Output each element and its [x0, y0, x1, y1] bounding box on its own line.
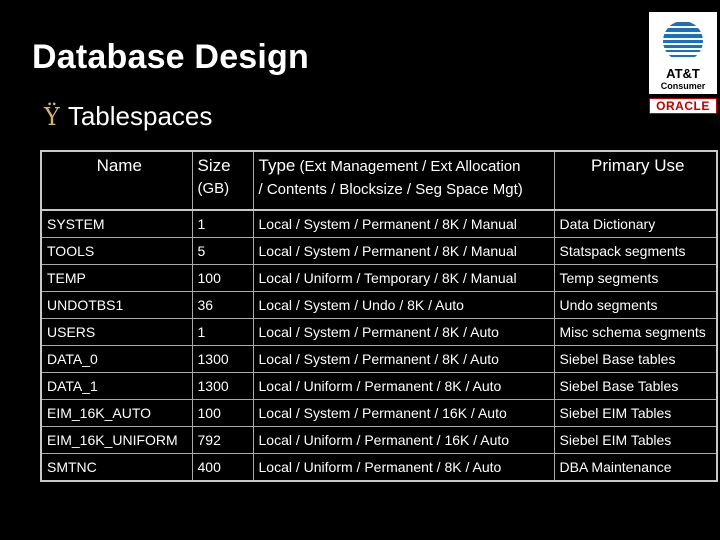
- cell-type: Local / System / Permanent / 16K / Auto: [253, 400, 554, 427]
- bullet-text: Tablespaces: [67, 101, 213, 131]
- cell-size: 1: [192, 319, 253, 346]
- cell-name: EIM_16K_UNIFORM: [41, 427, 192, 454]
- table-row: [41, 238, 717, 265]
- cell-type: Local / System / Undo / 8K / Auto: [253, 292, 554, 319]
- att-logo-subtext: Consumer: [660, 81, 706, 91]
- cell-name: TEMP: [41, 265, 192, 292]
- header-name: Name: [41, 151, 192, 210]
- cell-use: Data Dictionary: [554, 210, 717, 238]
- cell-size: 400: [192, 454, 253, 482]
- cell-name: SMTNC: [41, 454, 192, 482]
- bullet-icon: Ÿ: [44, 102, 60, 131]
- cell-use: DBA Maintenance: [554, 454, 717, 482]
- cell-type: Local / Uniform / Permanent / 16K / Auto: [253, 427, 554, 454]
- table-row: [41, 400, 717, 427]
- header-size: Size (GB): [192, 151, 253, 210]
- tablespaces-table: [40, 150, 718, 482]
- table-row: [41, 427, 717, 454]
- cell-type: Local / Uniform / Temporary / 8K / Manual: [253, 265, 554, 292]
- cell-name: EIM_16K_AUTO: [41, 400, 192, 427]
- att-logo: [649, 12, 717, 94]
- cell-size: 1300: [192, 373, 253, 400]
- cell-type: Local / System / Permanent / 8K / Manual: [253, 210, 554, 238]
- table-row: [41, 265, 717, 292]
- table-row: [41, 373, 717, 400]
- cell-name: UNDOTBS1: [41, 292, 192, 319]
- table-row: [41, 210, 717, 238]
- cell-type: Local / System / Permanent / 8K / Auto: [253, 319, 554, 346]
- table-row: [41, 454, 717, 482]
- cell-size: 36: [192, 292, 253, 319]
- cell-size: 792: [192, 427, 253, 454]
- cell-name: TOOLS: [41, 238, 192, 265]
- table-row: [41, 319, 717, 346]
- table-row: [41, 292, 717, 319]
- cell-name: DATA_0: [41, 346, 192, 373]
- cell-size: 100: [192, 400, 253, 427]
- cell-size: 1: [192, 210, 253, 238]
- att-logo-text: AT&T: [666, 66, 700, 81]
- cell-name: USERS: [41, 319, 192, 346]
- cell-use: Temp segments: [554, 265, 717, 292]
- cell-use: Siebel Base Tables: [554, 373, 717, 400]
- slide-title: Database Design: [32, 38, 309, 76]
- oracle-logo: ORACLE: [649, 98, 717, 114]
- att-globe-icon: [649, 12, 717, 68]
- cell-size: 5: [192, 238, 253, 265]
- cell-size: 1300: [192, 346, 253, 373]
- cell-use: Siebel EIM Tables: [554, 427, 717, 454]
- cell-use: Siebel Base tables: [554, 346, 717, 373]
- cell-use: Undo segments: [554, 292, 717, 319]
- header-primary-use: Primary Use: [554, 151, 717, 210]
- bullet-tablespaces: [44, 101, 212, 132]
- cell-use: Statspack segments: [554, 238, 717, 265]
- cell-type: Local / Uniform / Permanent / 8K / Auto: [253, 454, 554, 482]
- header-type: Type (Ext Management / Ext Allocation / Contents / Blocksize / Seg Space Mgt): [253, 151, 554, 210]
- cell-use: Misc schema segments: [554, 319, 717, 346]
- cell-type: Local / Uniform / Permanent / 8K / Auto: [253, 373, 554, 400]
- table-row: [41, 346, 717, 373]
- table-header-row: [41, 151, 717, 210]
- cell-use: Siebel EIM Tables: [554, 400, 717, 427]
- cell-name: SYSTEM: [41, 210, 192, 238]
- cell-type: Local / System / Permanent / 8K / Auto: [253, 346, 554, 373]
- cell-type: Local / System / Permanent / 8K / Manual: [253, 238, 554, 265]
- cell-size: 100: [192, 265, 253, 292]
- cell-name: DATA_1: [41, 373, 192, 400]
